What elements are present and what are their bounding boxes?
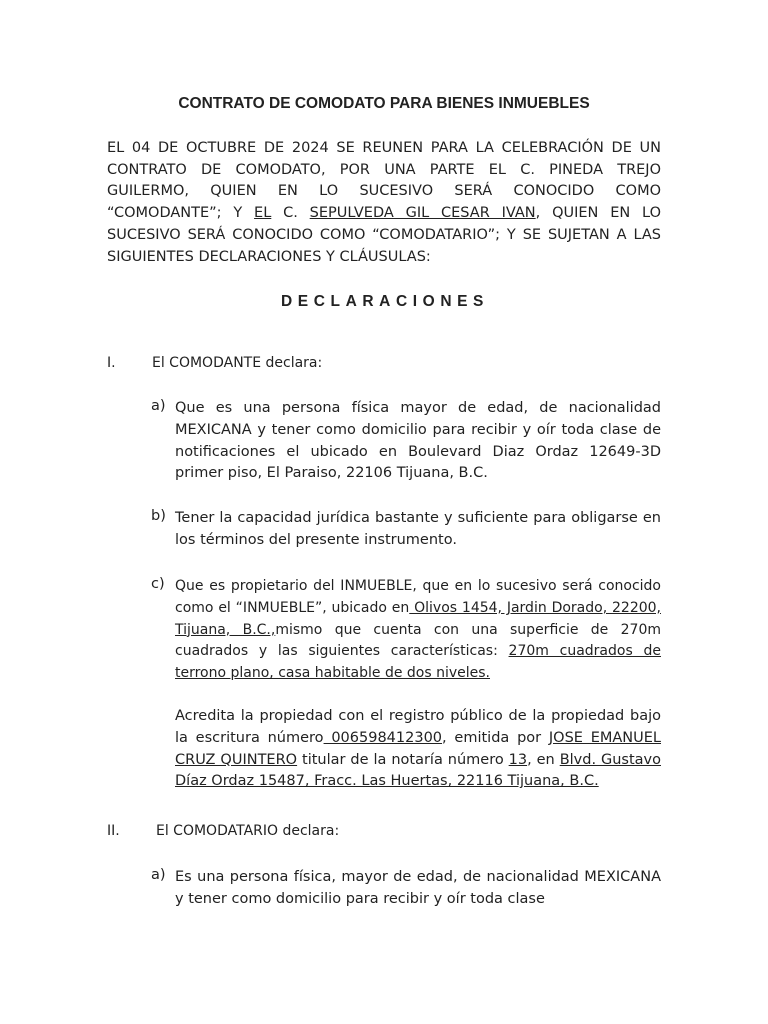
section-i-a-letter: a) bbox=[151, 398, 166, 414]
notaria-address: Blvd. Gustavo Díaz Ordaz 15487, Fracc. Las Huertas, 22116 Tijuana, B.C. bbox=[175, 751, 661, 790]
property-features: 270m cuadrados de terrono plano, casa habitable de dos niveles. bbox=[175, 643, 661, 682]
comodatario-name: SEPULVEDA GIL CESAR IVAN bbox=[309, 205, 536, 222]
section-i-a-text: Que es una persona física mayor de edad, de nacionalidad MEXICANA y tener como domicilio para recibir y oír toda clase de notificaciones el ubicado en Boulevard Diaz Ordaz 12649-3D primer piso, El Paraiso, 22106 Tijuana, B.C. bbox=[175, 400, 661, 482]
intro-el: EL bbox=[254, 205, 272, 222]
acredita-text-2: , emitida por bbox=[442, 729, 549, 746]
section-i-label: El COMODANTE declara: bbox=[152, 355, 323, 371]
notaria-number: 13 bbox=[508, 751, 528, 768]
section-i-numeral: I. bbox=[107, 355, 116, 371]
section-ii-a-letter: a) bbox=[151, 867, 166, 883]
section-i-c-text-1: Que es propietario del INMUEBLE, que en lo sucesivo será conocido como el “INMUEBLE”, ubicado en bbox=[175, 578, 661, 616]
section-i-b-letter: b) bbox=[151, 508, 166, 524]
notario-name: JOSE EMANUEL CRUZ QUINTERO bbox=[175, 729, 661, 768]
section-ii-a-text: Es una persona física, mayor de edad, de nacionalidad MEXICANA y tener como domicilio para recibir y oír toda clase bbox=[175, 869, 661, 907]
intro-text-2: C. bbox=[271, 205, 310, 222]
declaraciones-heading: DECLARACIONES bbox=[280, 293, 489, 310]
escritura-number: 006598412300 bbox=[323, 729, 443, 746]
intro-text-3: , QUIEN EN LO SUCESIVO SERÁ CONOCIDO COMO “COMODATARIO”; Y SE SUJETAN A LAS SIGUIENTES DECLARACIONES Y CLÁUSULAS: bbox=[107, 205, 662, 265]
section-i-c-text-2: mismo que cuenta con una superficie de 270m cuadrados y las siguientes características: bbox=[175, 621, 661, 660]
document-title: CONTRATO DE COMODATO PARA BIENES INMUEBLES bbox=[178, 95, 590, 112]
acredita-text-1: Acredita la propiedad con el registro público de la propiedad bajo la escritura número bbox=[175, 708, 661, 746]
section-ii-label: El COMODATARIO declara: bbox=[156, 823, 340, 839]
section-i-c-letter: c) bbox=[151, 576, 165, 592]
acredita-text-4: , en bbox=[527, 751, 560, 768]
section-i-c-text bbox=[175, 576, 661, 685]
acredita-text-3: titular de la notaría número bbox=[297, 751, 509, 768]
intro-text-1: EL 04 DE OCTUBRE DE 2024 SE REUNEN PARA LA CELEBRACIÓN DE UN CONTRATO DE COMODATO, POR UNA PARTE EL C. PINEDA TREJO GUILERMO, QUIEN EN LO SUCESIVO SERÁ CONOCIDO COMO “COMODANTE”; Y bbox=[107, 140, 661, 222]
property-address: Olivos 1454, Jardin Dorado, 22200, Tijuana, B.C., bbox=[175, 599, 661, 638]
section-i-b-text: Tener la capacidad jurídica bastante y suficiente para obligarse en los términos del presente instrumento. bbox=[175, 510, 661, 548]
acredita-paragraph bbox=[175, 706, 661, 793]
section-ii-numeral: II. bbox=[107, 823, 120, 839]
intro-paragraph bbox=[107, 138, 661, 268]
